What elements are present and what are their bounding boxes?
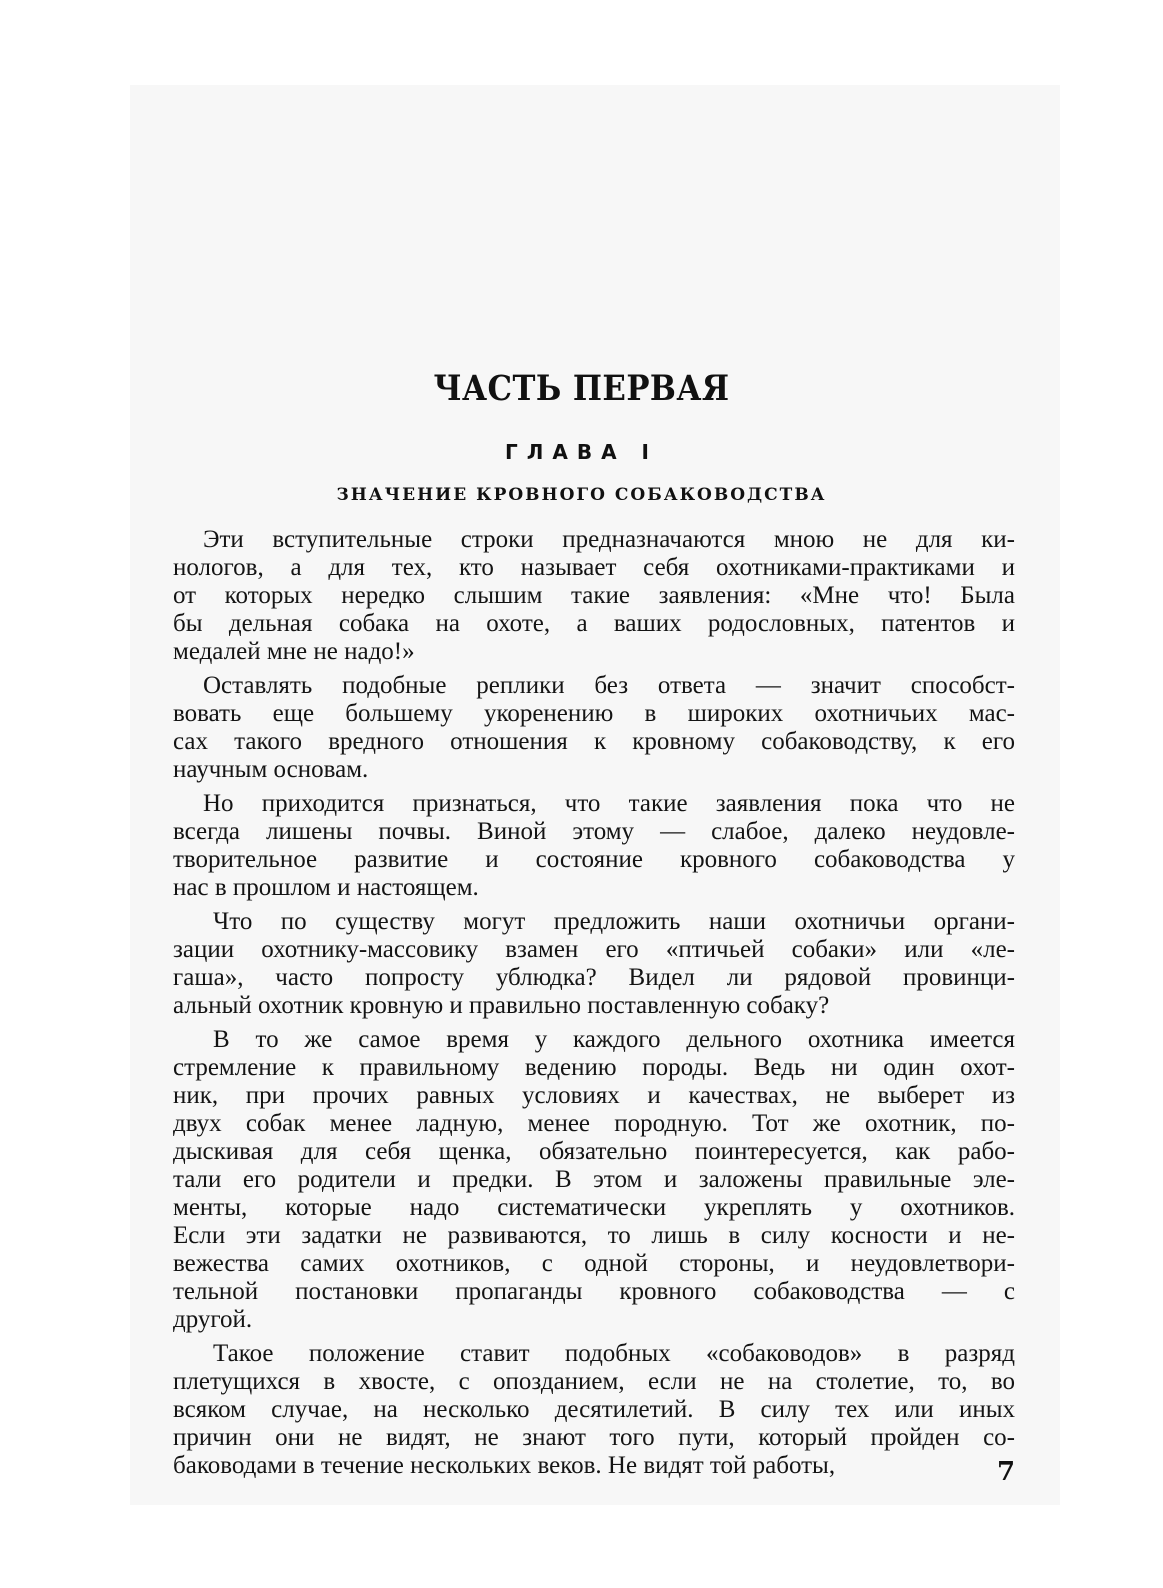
text-line: причин они не видят, не знают того пути, который пройден со- <box>173 1424 1015 1451</box>
text-line: баководами в течение нескольких веков. Не видят той работы, <box>173 1452 836 1479</box>
paragraph <box>173 1026 1015 1334</box>
text-line: вовать еще большему укоренению в широких охотничьих мас- <box>173 700 1015 727</box>
text-line: научным основам. <box>173 756 369 783</box>
text-line: зации охотнику-массовику взамен его «птичьей собаки» или «ле- <box>173 936 1015 963</box>
chapter-label: ГЛАВА I <box>505 440 658 464</box>
chapter-title: ЗНАЧЕНИЕ КРОВНОГО СОБАКОВОДСТВА <box>336 485 827 505</box>
text-line: всяком случае, на несколько десятилетий. В силу тех или иных <box>173 1396 1015 1423</box>
paragraph <box>173 672 1015 784</box>
text-line: Оставлять подобные реплики без ответа — значит способст- <box>203 672 1015 699</box>
text-line: альный охотник кровную и правильно поставленную собаку? <box>173 992 830 1019</box>
text-line: всегда лишены почвы. Виной этому — слабое, далеко неудовле- <box>173 818 1015 845</box>
text-line: В то же самое время у каждого дельного охотника имеется <box>213 1026 1015 1053</box>
text-line: Если эти задатки не развиваются, то лишь в силу косности и не- <box>173 1222 1015 1249</box>
page-number: 7 <box>997 1457 1016 1487</box>
paragraph <box>173 908 1015 1020</box>
text-line: гаша», часто попросту ублюдка? Видел ли рядовой провинци- <box>173 964 1015 991</box>
paragraph <box>173 526 1015 666</box>
text-line: плетущихся в хвосте, с опозданием, если не на столетие, то, во <box>173 1368 1015 1395</box>
text-line: тали его родители и предки. В этом и заложены правильные эле- <box>173 1166 1015 1193</box>
text-line: стремление к правильному ведению породы. Ведь ни один охот- <box>173 1054 1015 1081</box>
text-line: творительное развитие и состояние кровного собаководства у <box>173 846 1015 873</box>
part-title: ЧАСТЬ ПЕРВАЯ <box>433 368 730 409</box>
text-line: дыскивая для себя щенка, обязательно поинтересуется, как рабо- <box>173 1138 1015 1165</box>
body-text <box>173 526 1015 1480</box>
text-line: Что по существу могут предложить наши охотничьи органи- <box>213 908 1015 935</box>
text-line: вежества самих охотников, с одной стороны, и неудовлетвори- <box>173 1250 1015 1277</box>
paragraph <box>173 790 1015 902</box>
paragraph <box>173 1340 1015 1480</box>
text-line: сах такого вредного отношения к кровному собаководству, к его <box>173 728 1015 755</box>
text-line: нас в прошлом и настоящем. <box>173 874 479 901</box>
text-line: от которых нередко слышим такие заявления: «Мне что! Была <box>173 582 1015 609</box>
text-line: нологов, а для тех, кто называет себя охотниками-практиками и <box>173 554 1015 581</box>
text-line: ник, при прочих равных условиях и качествах, не выберет из <box>173 1082 1015 1109</box>
text-line: другой. <box>173 1306 253 1333</box>
text-line: Но приходится признаться, что такие заявления пока что не <box>203 790 1015 817</box>
text-line: медалей мне не надо!» <box>173 638 415 665</box>
text-line: Эти вступительные строки предназначаются мною не для ки- <box>203 526 1015 553</box>
text-line: бы дельная собака на охоте, а ваших родословных, патентов и <box>173 610 1015 637</box>
text-line: менты, которые надо систематически укреплять у охотников. <box>173 1194 1015 1221</box>
text-line: Такое положение ставит подобных «собаководов» в разряд <box>213 1340 1015 1367</box>
text-line: двух собак менее ладную, менее породную. Тот же охотник, по- <box>173 1110 1015 1137</box>
text-line: тельной постановки пропаганды кровного собаководства — с <box>173 1278 1015 1305</box>
